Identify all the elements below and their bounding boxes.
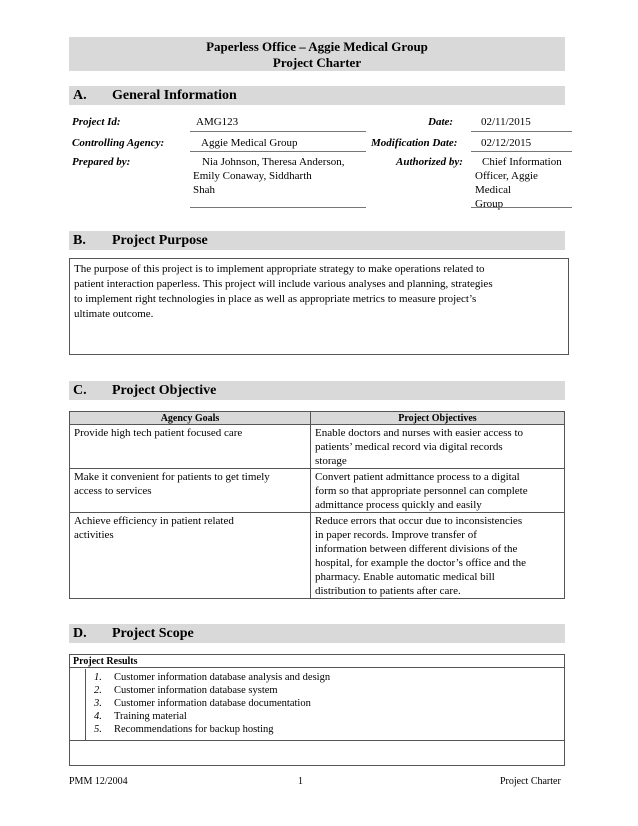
goal-line: access to services bbox=[74, 485, 152, 497]
prepared-by-line-1: Nia Johnson, Theresa Anderson, bbox=[202, 156, 345, 168]
list-item-number: 4. bbox=[94, 711, 102, 722]
list-item-number: 3. bbox=[94, 698, 102, 709]
controlling-agency-underline bbox=[190, 151, 366, 152]
purpose-line-2: patient interaction paperless. This project will include various analyses and planning, strategies bbox=[74, 278, 493, 290]
objective-line: Convert patient admittance process to a digital bbox=[315, 471, 520, 483]
section-a-title: General Information bbox=[112, 88, 237, 103]
controlling-agency-value: Aggie Medical Group bbox=[201, 137, 298, 149]
section-b-header bbox=[69, 231, 565, 250]
objective-line: form so that appropriate personnel can complete bbox=[315, 485, 528, 497]
authorized-by-value bbox=[475, 155, 562, 211]
objective-table bbox=[69, 411, 565, 599]
agency-goals-header: Agency Goals bbox=[70, 412, 311, 425]
controlling-agency-label: Controlling Agency: bbox=[72, 137, 165, 149]
authorized-by-line-3: Medical bbox=[475, 184, 512, 196]
section-a-letter: A. bbox=[73, 88, 87, 103]
purpose-line-3: to implement right technologies in place as well as appropriate metrics to measure project’s bbox=[74, 293, 477, 305]
prepared-by-value bbox=[193, 155, 344, 197]
date-underline bbox=[471, 131, 572, 132]
purpose-line-4: ultimate outcome. bbox=[74, 308, 154, 320]
section-d-letter: D. bbox=[73, 626, 87, 641]
document-title: Paperless Office – Aggie Medical Group bbox=[206, 39, 428, 54]
authorized-by-line-2: Officer, Aggie bbox=[475, 170, 538, 182]
modification-date-underline bbox=[471, 151, 572, 152]
section-c-letter: C. bbox=[73, 383, 87, 398]
objective-cell bbox=[311, 513, 565, 599]
project-results-list bbox=[70, 669, 564, 741]
authorized-by-underline bbox=[471, 207, 572, 208]
project-id-value: AMG123 bbox=[196, 116, 239, 128]
goal-cell bbox=[70, 469, 311, 513]
purpose-line-1: The purpose of this project is to implement appropriate strategy to make operations related to bbox=[74, 263, 485, 275]
project-results-label: Project Results bbox=[70, 655, 564, 668]
list-item-number: 1. bbox=[94, 672, 102, 683]
date-label: Date: bbox=[428, 116, 454, 128]
footer-left: PMM 12/2004 bbox=[69, 776, 128, 787]
objective-line: storage bbox=[315, 455, 347, 467]
section-a-header bbox=[69, 86, 565, 105]
goal-cell bbox=[70, 425, 311, 469]
document-subtitle: Project Charter bbox=[272, 55, 362, 70]
project-objectives-header: Project Objectives bbox=[311, 412, 565, 425]
prepared-by-line-3: Shah bbox=[193, 184, 215, 196]
section-b-title: Project Purpose bbox=[112, 233, 208, 248]
objective-line: admittance process quickly and easily bbox=[315, 499, 482, 511]
project-id-underline bbox=[190, 131, 366, 132]
list-item-number: 5. bbox=[94, 724, 102, 735]
section-c-title: Project Objective bbox=[112, 383, 217, 398]
authorized-by-line-4: Group bbox=[475, 198, 504, 210]
authorized-by-line-1: Chief Information bbox=[482, 156, 562, 168]
objective-line: information between different divisions of the bbox=[315, 543, 518, 555]
purpose-text-box bbox=[69, 258, 569, 355]
prepared-by-line-2: Emily Conaway, Siddharth bbox=[193, 170, 312, 182]
objective-line: hospital, for example the doctor’s office and the bbox=[315, 557, 526, 569]
goal-line: activities bbox=[74, 529, 114, 541]
date-value: 02/11/2015 bbox=[481, 116, 531, 128]
page-number: 1 bbox=[298, 776, 303, 787]
prepared-by-label: Prepared by: bbox=[72, 156, 131, 168]
objective-line: patients’ medical record via digital records bbox=[315, 441, 503, 453]
table-row bbox=[70, 469, 565, 513]
modification-date-value: 02/12/2015 bbox=[481, 137, 532, 149]
table-row bbox=[70, 425, 565, 469]
document-title-box bbox=[69, 37, 565, 71]
section-d-title: Project Scope bbox=[112, 626, 194, 641]
goal-line: Provide high tech patient focused care bbox=[74, 427, 243, 439]
list-item-text: Customer information database documentation bbox=[114, 698, 311, 709]
objective-cell bbox=[311, 425, 565, 469]
authorized-by-label: Authorized by: bbox=[396, 156, 463, 168]
modification-date-label: Modification Date: bbox=[371, 137, 458, 149]
objective-line: Reduce errors that occur due to inconsistencies bbox=[315, 515, 523, 527]
goal-line: Make it convenient for patients to get timely bbox=[74, 471, 270, 483]
section-c-header bbox=[69, 381, 565, 400]
section-d-header bbox=[69, 624, 565, 643]
footer-right: Project Charter bbox=[500, 776, 561, 787]
section-b-letter: B. bbox=[73, 233, 86, 248]
objective-line: pharmacy. Enable automatic medical bill bbox=[315, 571, 495, 583]
goal-cell bbox=[70, 513, 311, 599]
objective-line: in paper records. Improve transfer of bbox=[315, 529, 477, 541]
goal-line: Achieve efficiency in patient related bbox=[74, 515, 234, 527]
objective-line: Enable doctors and nurses with easier access to bbox=[315, 427, 524, 439]
project-id-label: Project Id: bbox=[72, 116, 121, 128]
objective-line: distribution to patients after care. bbox=[315, 585, 461, 597]
project-scope-box bbox=[69, 654, 565, 766]
list-item-number: 2. bbox=[94, 685, 102, 696]
prepared-by-underline bbox=[190, 207, 366, 208]
list-item-text: Training material bbox=[114, 711, 187, 722]
list-item-text: Customer information database analysis and design bbox=[114, 672, 331, 683]
table-row bbox=[70, 513, 565, 599]
list-item-text: Recommendations for backup hosting bbox=[114, 724, 274, 735]
objective-cell bbox=[311, 469, 565, 513]
list-item-text: Customer information database system bbox=[114, 685, 278, 696]
